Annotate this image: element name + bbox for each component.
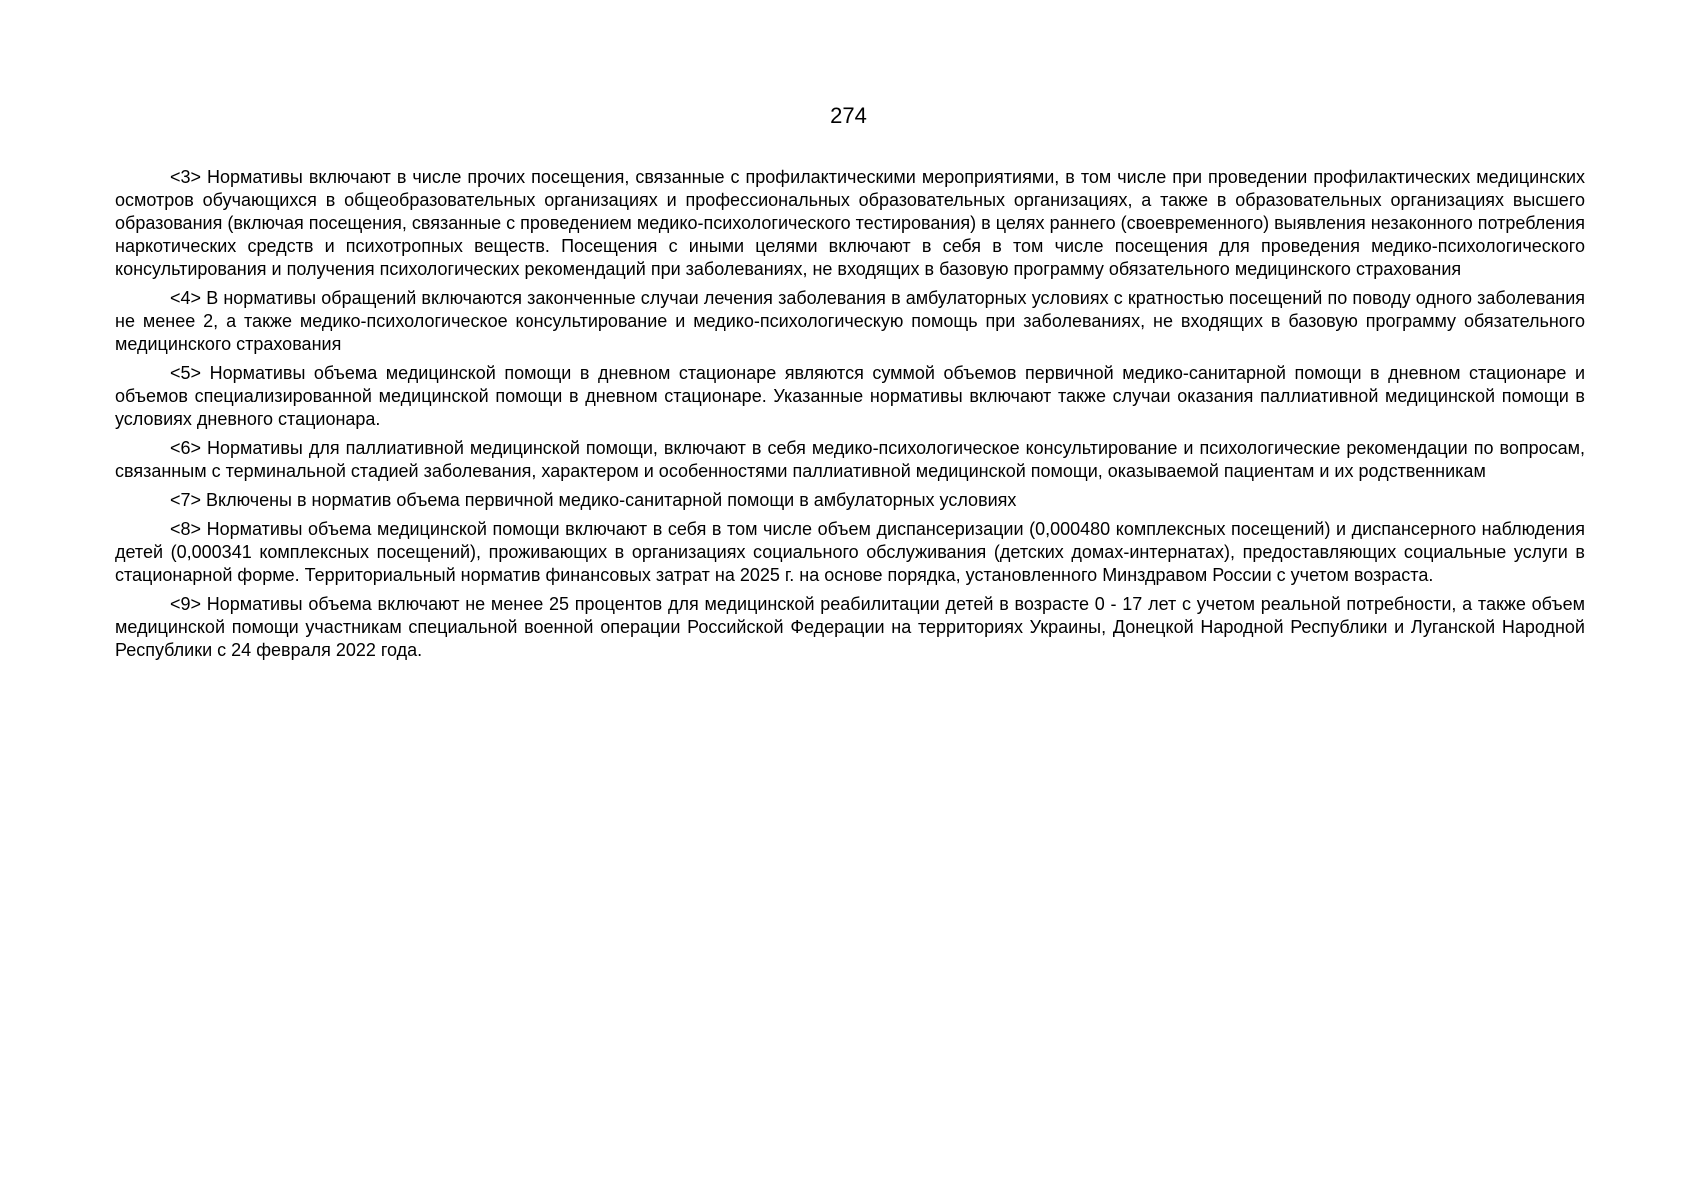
footnote-9: <9> Нормативы объема включают не менее 25 процентов для медицинской реабилитации детей в возрасте 0 - 17 лет с учетом реальной потребности, а также объем медицинской помощи участникам специальной военной операции Российской Федерации на территориях Украины, Донецкой Народной Республики и Луганской Народной Республики с 24 февраля 2022 года.: [115, 594, 1585, 660]
footnote-6: <6> Нормативы для паллиативной медицинской помощи, включают в себя медико-психологическое консультирование и психологические рекомендации по вопросам, связанным с терминальной стадией заболевания, характером и особенностями паллиативной медицинской помощи, оказываемой пациентам и их родственникам: [115, 438, 1585, 481]
page-number: 274: [830, 103, 867, 128]
footnote-8: <8> Нормативы объема медицинской помощи включают в себя в том числе объем диспансеризации (0,000480 комплексных посещений) и диспансерного наблюдения детей (0,000341 комплексных посещений), проживающих в организациях социального обслуживания (детских домах-интернатах), предоставляющих социальные услуги в стационарной форме. Территориальный норматив финансовых затрат на 2025 г. на основе порядка, установленного Минздравом России с учетом возраста.: [115, 519, 1585, 585]
footnote-4: <4> В нормативы обращений включаются законченные случаи лечения заболевания в амбулаторных условиях с кратностью посещений по поводу одного заболевания не менее 2, а также медико-психологическое консультирование и медико-психологическую помощь при заболеваниях, не входящих в базовую программу обязательного медицинского страхования: [115, 288, 1585, 354]
footnote-3: <3> Нормативы включают в числе прочих посещения, связанные с профилактическими мероприятиями, в том числе при проведении профилактических медицинских осмотров обучающихся в общеобразовательных организациях и профессиональных образовательных организациях, а также в образовательных организациях высшего образования (включая посещения, связанные с проведением медико-психологического тестирования) в целях раннего (своевременного) выявления незаконного потребления наркотических средств и психотропных веществ. Посещения с иными целями включают в себя в том числе посещения для проведения медико-психологического консультирования и получения психологических рекомендаций при заболеваниях, не входящих в базовую программу обязательного медицинского страхования: [115, 167, 1585, 279]
footnote-5: <5> Нормативы объема медицинской помощи в дневном стационаре являются суммой объемов первичной медико-санитарной помощи в дневном стационаре и объемов специализированной медицинской помощи в дневном стационаре. Указанные нормативы включают также случаи оказания паллиативной медицинской помощи в условиях дневного стационара.: [115, 363, 1585, 429]
footnotes-section: [115, 166, 1585, 668]
footnote-7: <7> Включены в норматив объема первичной медико-санитарной помощи в амбулаторных условиях: [170, 490, 1017, 510]
